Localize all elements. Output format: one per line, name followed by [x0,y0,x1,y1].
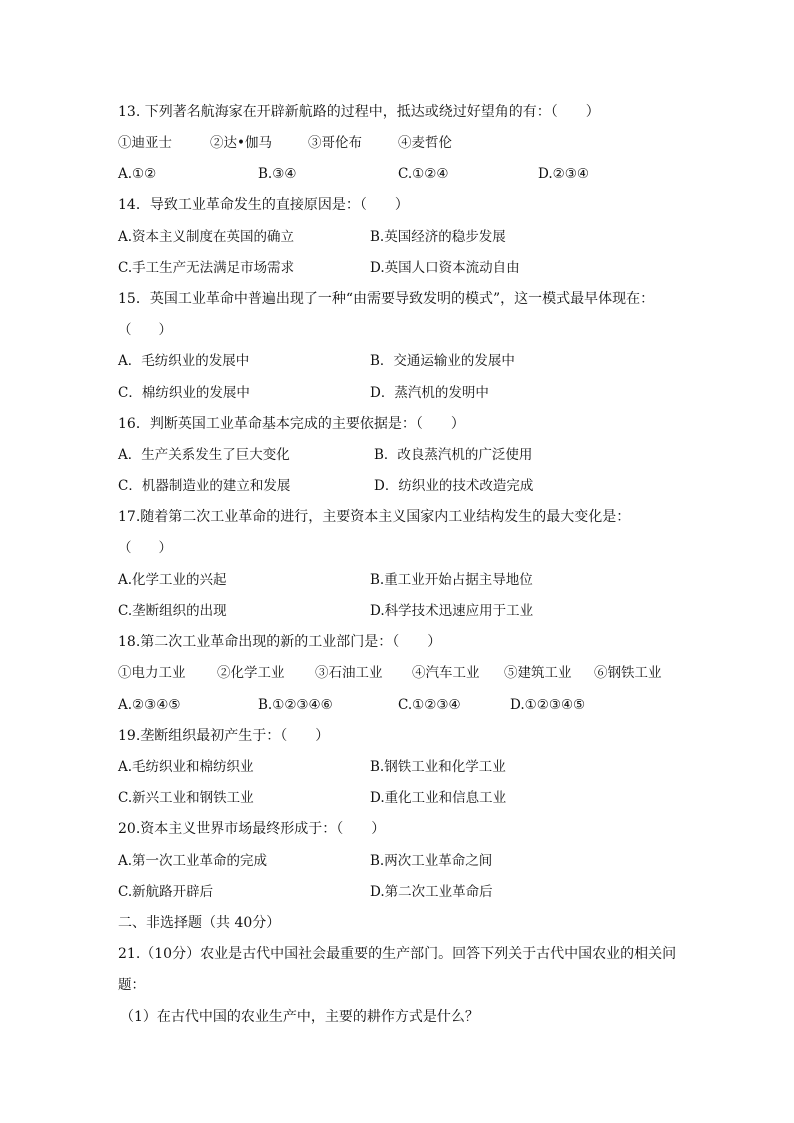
q19-option-c: C.新兴工业和钢铁工业 [118,790,254,806]
q18-stem: 18.第二次工业革命出现的新的工业部门是：（ ） [118,634,442,650]
q15-stem-cont: （ ） [118,322,172,338]
q17-stem: 17.随着第二次工业革命的进行，主要资本主义国家内工业结构发生的最大变化是： [118,509,631,525]
q13-option-d: D.②③④ [538,166,589,182]
q21-stem: 21.（10分）农业是古代中国社会最重要的生产部门。回答下列关于古代中国农业的相关问 [118,946,677,962]
q17-stem-cont: （ ） [118,540,172,556]
q15-option-a: A．毛纺织业的发展中 [118,353,250,369]
section-heading: 二、非选择题（共 40分） [118,915,281,931]
q16-option-b: B．改良蒸汽机的广泛使用 [374,447,533,463]
q15-option-c: C．棉纺织业的发展中 [118,385,250,401]
q14-option-b: B.英国经济的稳步发展 [370,229,506,245]
q19-option-b: B.钢铁工业和化学工业 [370,759,506,775]
q13-option-a: A.①② [118,166,157,182]
q18-item-4: ④汽车工业 [412,665,480,681]
q18-option-b: B.①②③④⑥ [258,697,333,713]
q14-stem: 14．导致工业革命发生的直接原因是：（ ） [118,197,409,213]
q19-stem: 19.垄断组织最初产生于：（ ） [118,728,330,744]
q18-item-6: ⑥钢铁工业 [594,665,662,681]
q15-option-b: B．交通运输业的发展中 [370,353,515,369]
q15-option-d: D．蒸汽机的发明中 [370,385,489,401]
q13-option-b: B.③④ [258,166,297,182]
q17-option-a: A.化学工业的兴起 [118,572,227,588]
q13-item-1: ①迪亚士 [118,135,172,151]
q14-option-d: D.英国人口资本流动自由 [370,260,520,276]
q18-option-c: C.①②③④ [398,697,461,713]
q19-option-a: A.毛纺织业和棉纺织业 [118,759,254,775]
q16-option-a: A．生产关系发生了巨大变化 [118,447,290,463]
q18-item-1: ①电力工业 [118,665,186,681]
q17-option-b: B.重工业开始占据主导地位 [370,572,533,588]
q20-stem: 20.资本主义世界市场最终形成于：（ ） [118,821,386,837]
q21-sub1: （1）在古代中国的农业生产中，主要的耕作方式是什么？ [120,1009,479,1025]
q16-option-d: D．纺织业的技术改造完成 [374,478,534,494]
q18-item-2: ②化学工业 [217,665,285,681]
q14-option-c: C.手工生产无法满足市场需求 [118,260,295,276]
q16-stem: 16．判断英国工业革命基本完成的主要依据是：（ ） [118,416,465,432]
q17-option-c: C.垄断组织的出现 [118,603,227,619]
q18-item-5: ⑤建筑工业 [504,665,572,681]
q18-option-a: A.②③④⑤ [118,697,181,713]
q19-option-d: D.重化工业和信息工业 [370,790,507,806]
q15-stem: 15．英国工业革命中普遍出现了一种“由需要导致发明的模式”，这一模式最早体现在： [118,291,655,307]
q18-option-d: D.①②③④⑤ [510,697,586,713]
q13-item-4: ④麦哲伦 [398,135,452,151]
q16-option-c: C．机器制造业的建立和发展 [118,478,291,494]
q14-option-a: A.资本主义制度在英国的确立 [118,229,295,245]
q20-option-a: A.第一次工业革命的完成 [118,853,268,869]
q21-stem-cont: 题： [118,977,145,993]
q20-option-b: B.两次工业革命之间 [370,853,493,869]
q20-option-d: D.第二次工业革命后 [370,884,493,900]
q13-stem: 13. 下列著名航海家在开辟新航路的过程中，抵达或绕过好望角的有：（ ） [118,104,600,120]
q17-option-d: D.科学技术迅速应用于工业 [370,603,534,619]
q13-option-c: C.①②④ [398,166,449,182]
q20-option-c: C.新航路开辟后 [118,884,214,900]
q18-item-3: ③石油工业 [315,665,383,681]
q13-item-2: ②达•伽马 [210,135,272,151]
q13-item-3: ③哥伦布 [308,135,362,151]
